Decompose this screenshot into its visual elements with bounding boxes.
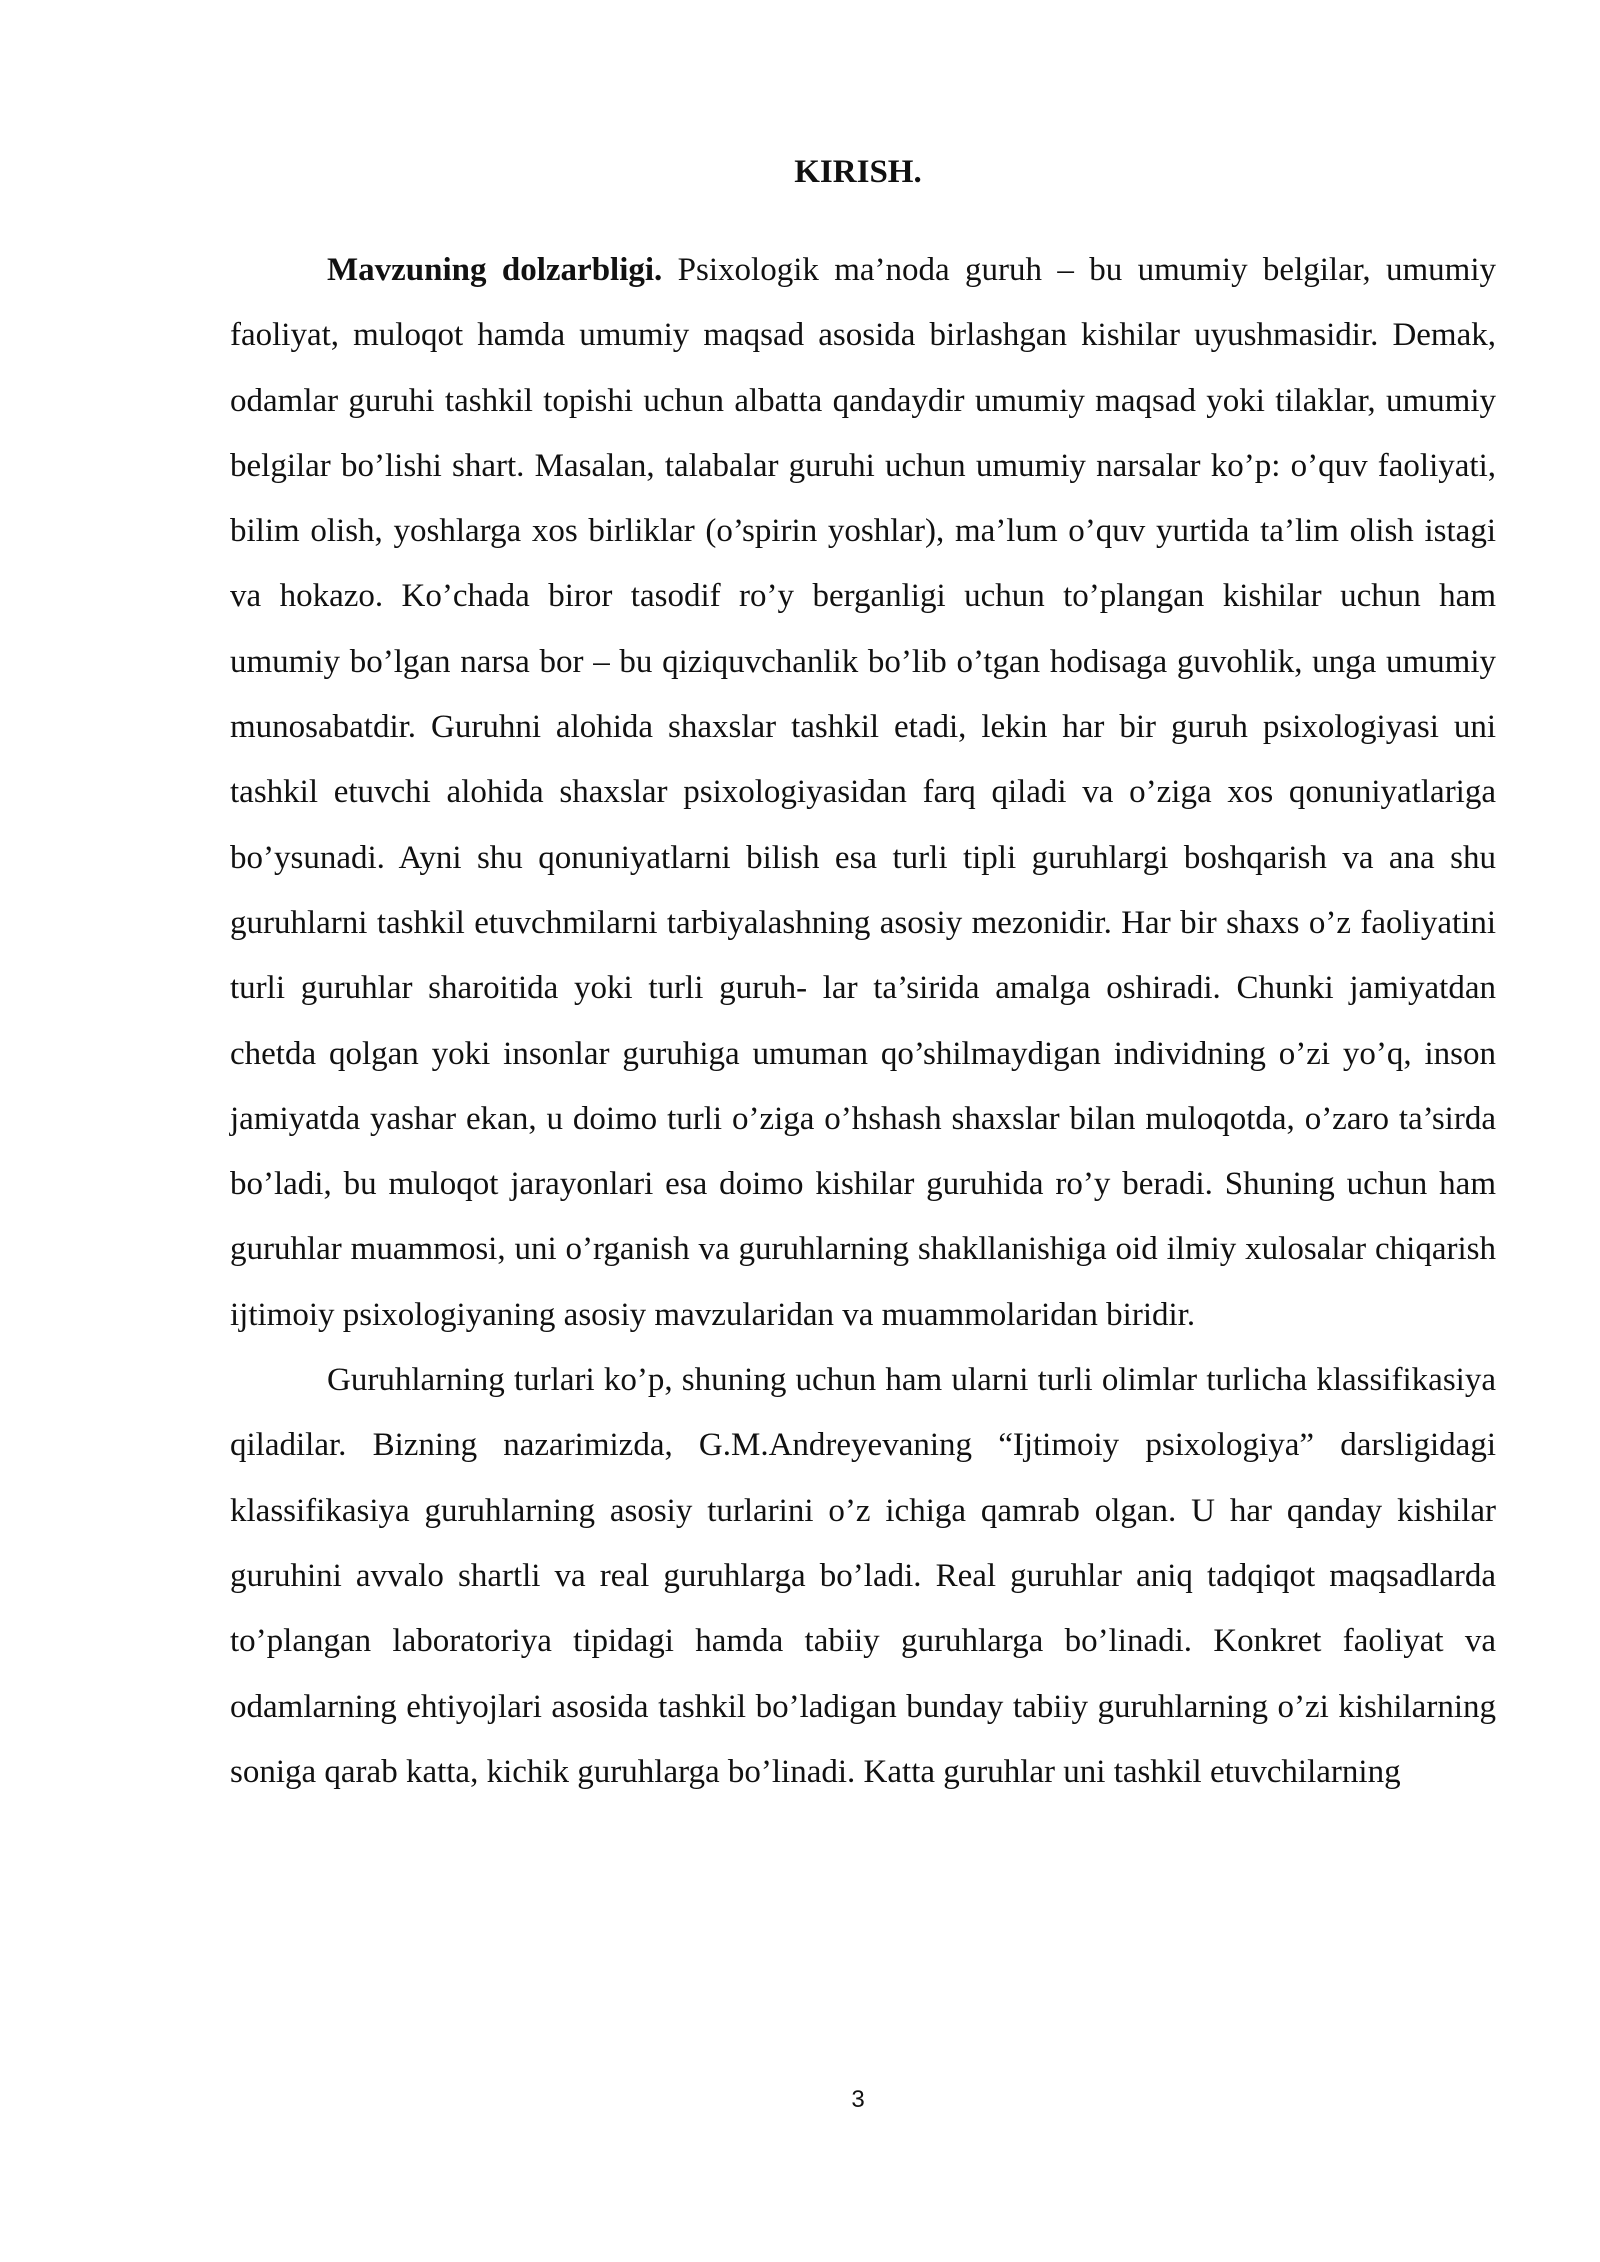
paragraph-text: Guruhlarning turlari ko’p, shuning uchun ham ularni turli olimlar turlicha klassifikasiya qiladilar. Bizning nazarimizda, G.M.Andreyevaning “Ijtimoiy psixologiya” darsligidagi klassifikasiya guruhlarning asosiy turlarini o’z ichiga qamrab olgan. U har qanday kishilar guruhini avvalo shartli va real guruhlarga bo’ladi. Real guruhlar aniq tadqiqot maqsadlarda to’plangan laboratoriya tipidagi hamda tabiiy guruhlarga bo’linadi. Konkret faoliyat va odamlarning ehtiyojlari asosida tashkil bo’ladigan bunday tabiiy guruhlarning o’zi kishilarning soniga qarab katta, kichik guruhlarga bo’linadi. Katta guruhlar uni tashkil etuvchilarning	[230, 1362, 1496, 1790]
paragraph-text: Psixologik ma’noda guruh – bu umumiy belgilar, umumiy faoliyat, muloqot hamda umumiy maqsad asosida birlashgan kishilar uyushmasidir. Demak, odamlar guruhi tashkil topishi uchun albatta qandaydir umumiy maqsad yoki tilaklar, umumiy belgilar bo’lishi shart. Masalan, talabalar guruhi uchun umumiy narsalar ko’p: o’quv faoliyati, bilim olish, yoshlarga xos birliklar (o’spirin yoshlar), ma’lum o’quv yurtida ta’lim olish istagi va hokazo. Ko’chada biror tasodif ro’y berganligi uchun to’plangan kishilar uchun ham umumiy bo’lgan narsa bor – bu qiziquvchanlik bo’lib o’tgan hodisaga guvohlik, unga umumiy munosabatdir. Guruhni alohida shaxslar tashkil etadi, lekin har bir guruh psixologiyasi uni tashkil etuvchi alohida shaxslar psixologiyasidan farq qiladi va o’ziga xos qonuniyatlariga bo’ysunadi. Ayni shu qonuniyatlarni bilish esa turli tipli guruhlargi boshqarish va ana shu guruhlarni tashkil etuvchmilarni tarbiyalashning asosiy mezonidir. Har bir shaxs o’z faoliyatini turli guruhlar sharoitida yoki turli guruh- lar ta’sirida amalga oshiradi. Chunki jamiyatdan chetda qolgan yoki insonlar guruhiga umuman qo’shilmaydigan individning o’zi yo’q, inson jamiyatda yashar ekan, u doimo turli o’ziga o’hshash shaxslar bilan muloqotda, o’zaro ta’sirda bo’ladi, bu muloqot jarayonlari esa doimo kishilar guruhida ro’y beradi. Shuning uchun ham guruhlar muammosi, uni o’rganish va guruhlarning shakllanishiga oid ilmiy xulosalar chiqarish ijtimoiy psixologiyaning asosiy mavzularidan va muammolaridan biridir.	[230, 252, 1497, 1333]
body-text	[230, 238, 1496, 1805]
page-title: KIRISH.	[794, 154, 922, 190]
paragraph-2	[230, 1348, 1496, 1805]
page-number: 3	[851, 2086, 865, 2113]
paragraph-lead: Mavzuning dolzarbligi.	[327, 252, 663, 288]
paragraph-1	[230, 238, 1496, 1348]
